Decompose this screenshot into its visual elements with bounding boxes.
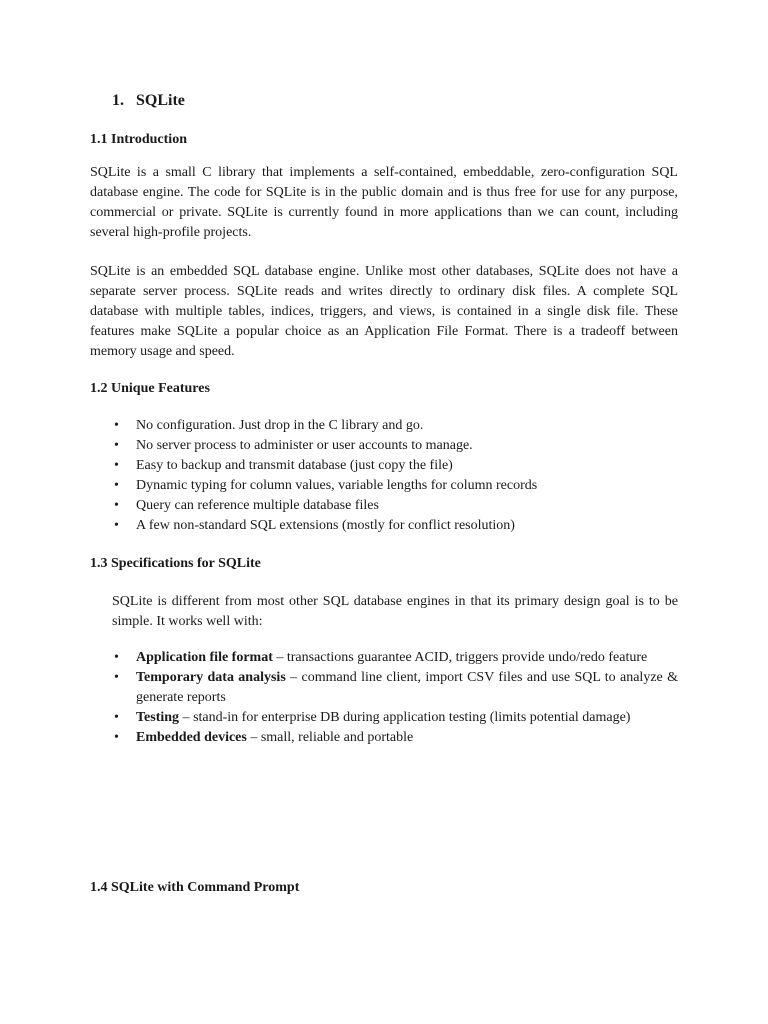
section-1-3-heading: 1.3 Specifications for SQLite [90,556,261,571]
unique-features-list [112,416,678,536]
list-item [112,648,678,668]
intro-paragraph-2: SQLite is an embedded SQL database engine. Unlike most other databases, SQLite does not have a separate server process. SQLite reads and writes directly to ordinary disk files. A complete SQL database with multiple tables, indices, triggers, and views, is contained in a single disk file. These features make SQLite a popular choice as an Application File Format. There is a tradeoff between memory usage and speed. [90,264,678,359]
list-item-text: No configuration. Just drop in the C library and go. [136,418,424,433]
list-item [112,476,678,496]
list-item [112,496,678,516]
specifications-intro: SQLite is different from most other SQL database engines in that its primary design goal is to be simple. It works well with: [112,594,678,629]
list-item [112,416,678,436]
list-item-text: A few non-standard SQL extensions (mostly for conflict resolution) [136,518,515,533]
list-item-desc: – small, reliable and portable [246,730,414,745]
list-item-text: No server process to administer or user accounts to manage. [136,438,473,453]
list-item-term: Testing [136,710,180,725]
list-item-term: Application file format [136,650,273,665]
bullet-icon: • [114,458,119,473]
list-item [112,436,678,456]
bullet-icon: • [114,710,119,725]
intro-paragraph-1: SQLite is a small C library that implements a self-contained, embeddable, zero-configuration SQL database engine. The code for SQLite is in the public domain and is thus free for use for any purpose, commercial or private. SQLite is currently found in more applications than we can count, including several high-profile projects. [90,165,678,240]
section-1-title: SQLite [136,92,185,109]
section-1-1-heading: 1.1 Introduction [90,132,187,147]
specifications-list [112,648,678,748]
list-item [112,668,678,708]
section-1-heading [112,91,185,111]
section-1-number: 1. [112,92,124,109]
list-item-term: Temporary data analysis [136,670,286,685]
list-item [112,728,678,748]
list-item-text: Query can reference multiple database files [136,498,379,513]
list-item-desc: – command line client, import CSV files and use SQL to analyze & generate reports [136,670,678,705]
bullet-icon: • [114,478,119,493]
list-item-desc: – transactions guarantee ACID, triggers provide undo/redo feature [272,650,648,665]
section-1-2-heading: 1.2 Unique Features [90,381,210,396]
bullet-icon: • [114,418,119,433]
bullet-icon: • [114,670,119,685]
list-item-desc: – stand-in for enterprise DB during application testing (limits potential damage) [179,710,631,725]
list-item-text: Dynamic typing for column values, variable lengths for column records [136,478,538,493]
list-item-text: Easy to backup and transmit database (just copy the file) [136,458,453,473]
section-1-4-heading: 1.4 SQLite with Command Prompt [90,880,300,895]
bullet-icon: • [114,518,119,533]
list-item-term: Embedded devices [136,730,247,745]
bullet-icon: • [114,650,119,665]
bullet-icon: • [114,438,119,453]
list-item [112,708,678,728]
list-item [112,516,678,536]
bullet-icon: • [114,730,119,745]
bullet-icon: • [114,498,119,513]
list-item [112,456,678,476]
